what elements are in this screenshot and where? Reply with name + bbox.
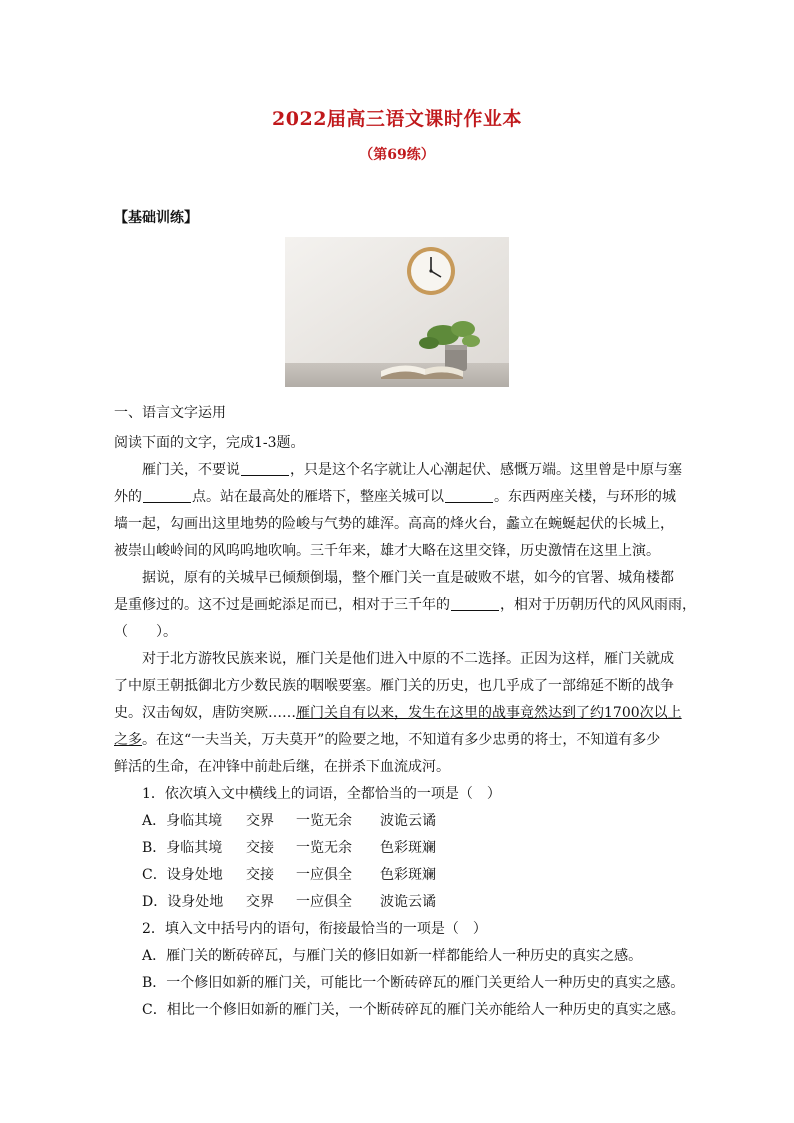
passage-line: 对于北方游牧民族来说，雁门关是他们进入中原的不二选择。正因为这样，雁门关就成 bbox=[142, 651, 674, 667]
answer-option[interactable]: B．身临其境 交接 一览无余 色彩斑斓 bbox=[142, 840, 436, 856]
passage-line: 之多。在这“一夫当关，万夫莫开”的险要之地，不知道有多少忠勇的将士，不知道有多少 bbox=[114, 732, 661, 748]
page-subtitle: （第69练） bbox=[359, 147, 435, 163]
page-title: 2022届高三语文课时作业本 bbox=[272, 108, 522, 130]
passage-line: 是重修过的。这不过是画蛇添足而已，相对于三千年的 ，相对于历朝历代的风风雨雨， bbox=[114, 597, 696, 613]
wall-clock-icon bbox=[407, 247, 455, 295]
passage-line: 鲜活的生命，在冲锋中前赴后继，在拼杀下血流成河。 bbox=[114, 759, 450, 775]
passage-line: （ ）。 bbox=[114, 624, 177, 640]
instruction: 阅读下面的文字，完成1-3题。 bbox=[114, 435, 305, 451]
illustration-image bbox=[285, 237, 509, 387]
passage-line: 史。汉击匈奴，唐防突厥……雁门关自有以来，发生在这里的战事竟然达到了约1700次以上 bbox=[114, 705, 682, 721]
body-text bbox=[114, 400, 696, 1024]
question-stem: 1．依次填入文中横线上的词语，全都恰当的一项是（ ） bbox=[142, 786, 501, 802]
answer-option[interactable]: C．设身处地 交接 一应俱全 色彩斑斓 bbox=[142, 867, 436, 883]
fill-blank[interactable] bbox=[445, 488, 493, 503]
section-label: 【基础训练】 bbox=[114, 210, 198, 226]
answer-option[interactable]: A．身临其境 交界 一览无余 波诡云谲 bbox=[142, 813, 436, 829]
answer-option[interactable]: D．设身处地 交界 一应俱全 波诡云谲 bbox=[142, 894, 436, 910]
passage-line: 墙一起，勾画出这里地势的险峻与气势的雄浑。高高的烽火台，蠡立在蜿蜒起伏的长城上， bbox=[114, 516, 674, 532]
passage-line: 被崇山峻岭间的风呜呜地吹响。三千年来，雄才大略在这里交锋，历史激情在这里上演。 bbox=[114, 543, 660, 559]
fill-blank[interactable] bbox=[143, 488, 191, 503]
answer-option[interactable]: A．雁门关的断砖碎瓦，与雁门关的修旧如新一样都能给人一种历史的真实之感。 bbox=[142, 948, 643, 964]
question-stem: 2．填入文中括号内的语句，衔接最恰当的一项是（ ） bbox=[142, 921, 487, 937]
fill-blank[interactable] bbox=[451, 596, 499, 611]
part-title: 一、语言文字运用 bbox=[114, 405, 226, 421]
answer-option[interactable]: B．一个修旧如新的雁门关，可能比一个断砖碎瓦的雁门关更给人一种历史的真实之感。 bbox=[142, 975, 685, 991]
passage-line: 据说，原有的关城早已倾颓倒塌，整个雁门关一直是破败不堪，如今的官署、城角楼都 bbox=[142, 570, 674, 586]
passage-line: 雁门关，不要说 ，只是这个名字就让人心潮起伏、感慨万端。这里曾是中原与塞 bbox=[142, 462, 682, 478]
passage-line: 了中原王朝抵御北方少数民族的咽喉要塞。雁门关的历史，也几乎成了一部绵延不断的战争 bbox=[114, 678, 674, 694]
fill-blank[interactable] bbox=[241, 461, 289, 476]
clock-plant-book-illustration bbox=[285, 237, 509, 387]
passage-line: 外的 点。站在最高处的雁塔下，整座关城可以 。东西两座关楼，与环形的城 bbox=[114, 489, 676, 505]
underlined-sentence: 雁门关自有以来，发生在这里的战事竟然达到了约1700次以上 bbox=[296, 705, 682, 721]
answer-option[interactable]: C．相比一个修旧如新的雁门关，一个断砖碎瓦的雁门关亦能给人一种历史的真实之感。 bbox=[142, 1002, 685, 1018]
underlined-sentence: 之多 bbox=[114, 732, 142, 748]
